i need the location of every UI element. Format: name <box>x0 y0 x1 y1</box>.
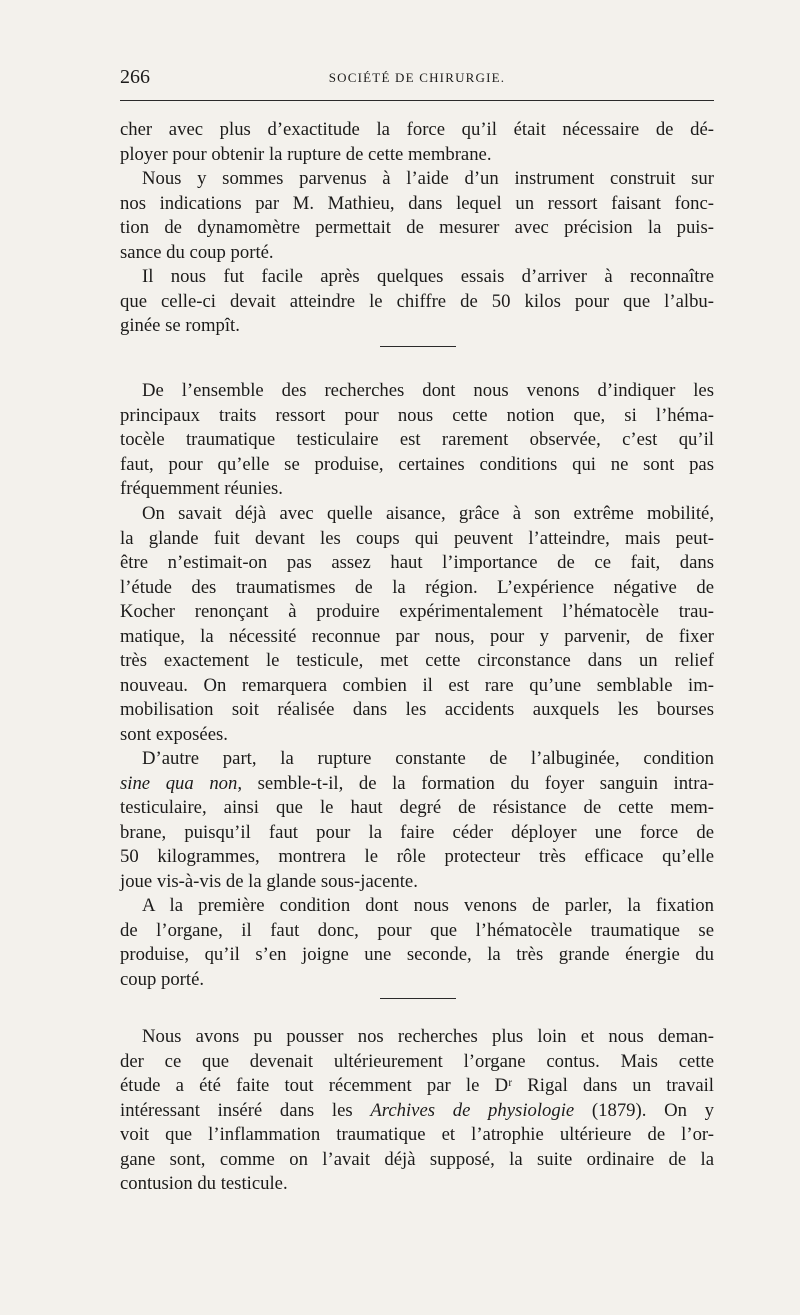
paragraph-albuginee <box>120 747 714 894</box>
journal-title: Archives de physiologie <box>370 1099 575 1121</box>
paragraph-fixation <box>120 894 714 992</box>
section-separator <box>380 998 456 999</box>
text-line: tocèle traumatique testiculaire est rarement observée, c’est qu’il <box>120 429 714 450</box>
text-line: principaux traits ressort pour nous cette notion que, si l’héma- <box>120 404 714 426</box>
text-line: l’étude des traumatismes de la région. L’expérience négative de <box>120 576 714 598</box>
text-line: der ce que devenait ultérieurement l’organe contus. Mais cette <box>120 1050 714 1072</box>
text-line: Il nous fut facile après quelques essais d’arriver à reconnaître <box>142 266 714 287</box>
text-line: brane, puisqu’il faut pour la faire céder déployer une force de <box>120 821 714 843</box>
text-line: étude a été faite tout récemment par le Dʳ Rigal dans un travail <box>120 1075 714 1096</box>
text-line: matique, la nécessité reconnue par nous, pour y parvenir, de fixer <box>120 625 714 647</box>
text-line: cher avec plus d’exactitude la force qu’il était nécessaire de dé- <box>120 119 714 140</box>
text-line: A la première condition dont nous venons de parler, la fixation <box>142 895 714 916</box>
text-line: De l’ensemble des recherches dont nous venons d’indiquer les <box>142 380 714 401</box>
text-line: voit que l’inflammation traumatique et l’atrophie ultérieure de l’or- <box>120 1124 714 1145</box>
paragraph-continuation <box>120 118 714 167</box>
text-line: gane sont, comme on l’avait déjà supposé, la suite ordinaire de la <box>120 1148 714 1170</box>
text-line: sont exposées. <box>120 723 228 745</box>
italic-phrase: sine qua non, <box>120 772 243 794</box>
text-line: fréquemment réunies. <box>120 478 283 499</box>
text-line: de l’organe, il faut donc, pour que l’hématocèle traumatique se <box>120 919 714 941</box>
page-number: 266 <box>120 66 150 88</box>
paragraph-instrument <box>120 167 714 265</box>
text-line: ginée se rompît. <box>120 315 240 336</box>
text-line: Kocher renonçant à produire expérimentalement l’hématocèle trau- <box>120 601 714 622</box>
text-line: Nous avons pu pousser nos recherches plus loin et nous deman- <box>142 1026 714 1047</box>
text-line: joue vis-à-vis de la glande sous-jacente. <box>120 870 418 892</box>
text-fragment: (1879). On y <box>574 1099 714 1121</box>
text-line: testiculaire, ainsi que le haut degré de résistance de cette mem- <box>120 797 714 818</box>
text-line: produise, qu’il s’en joigne une seconde, la très grande énergie du <box>120 944 714 965</box>
text-line: sance du coup porté. <box>120 241 274 263</box>
text-line: On savait déjà avec quelle aisance, grâce à son extrême mobilité, <box>142 503 714 524</box>
text-line: 50 kilogrammes, montrera le rôle protecteur très efficace qu’elle <box>120 846 714 867</box>
text-line: Nous y sommes parvenus à l’aide d’un instrument construit sur <box>142 168 714 189</box>
page-header <box>120 60 714 101</box>
text-line: coup porté. <box>120 968 205 990</box>
text-line: tion de dynamomètre permettait de mesurer avec précision la puis- <box>120 217 714 238</box>
text-line: être n’estimait-on pas assez haut l’importance de ce fait, dans <box>120 552 714 573</box>
text-line: nos indications par M. Mathieu, dans lequel un ressort faisant fonc- <box>120 192 714 214</box>
text-fragment: intéressant inséré dans les <box>120 1099 371 1121</box>
section-separator <box>380 346 456 347</box>
text-line: la glande fuit devant les coups qui peuvent l’atteindre, mais peut- <box>120 527 714 549</box>
text-fragment: semble-t-il, de la formation du foyer sanguin intra- <box>242 772 714 794</box>
text-line: D’autre part, la rupture constante de l’albuginée, condition <box>142 748 714 769</box>
text-line: mobilisation soit réalisée dans les accidents auxquels les bourses <box>120 699 714 720</box>
paragraph-fifty-kilos <box>120 265 714 339</box>
paragraph-rigal <box>120 1025 714 1197</box>
text-line: que celle-ci devait atteindre le chiffre de 50 kilos pour que l’albu- <box>120 290 714 312</box>
running-head: SOCIÉTÉ DE CHIRURGIE. <box>328 70 506 85</box>
text-line <box>120 1099 714 1124</box>
text-line: faut, pour qu’elle se produise, certaines conditions qui ne sont pas <box>120 453 714 475</box>
text-line <box>120 772 714 797</box>
paragraph-mobilite <box>120 502 714 747</box>
text-line: ployer pour obtenir la rupture de cette membrane. <box>120 143 492 165</box>
text-line: nouveau. On remarquera combien il est rare qu’une semblable im- <box>120 674 714 696</box>
text-line: très exactement le testicule, met cette circonstance dans un relief <box>120 650 714 671</box>
paragraph-ensemble <box>120 379 714 502</box>
text-line: contusion du testicule. <box>120 1173 288 1194</box>
